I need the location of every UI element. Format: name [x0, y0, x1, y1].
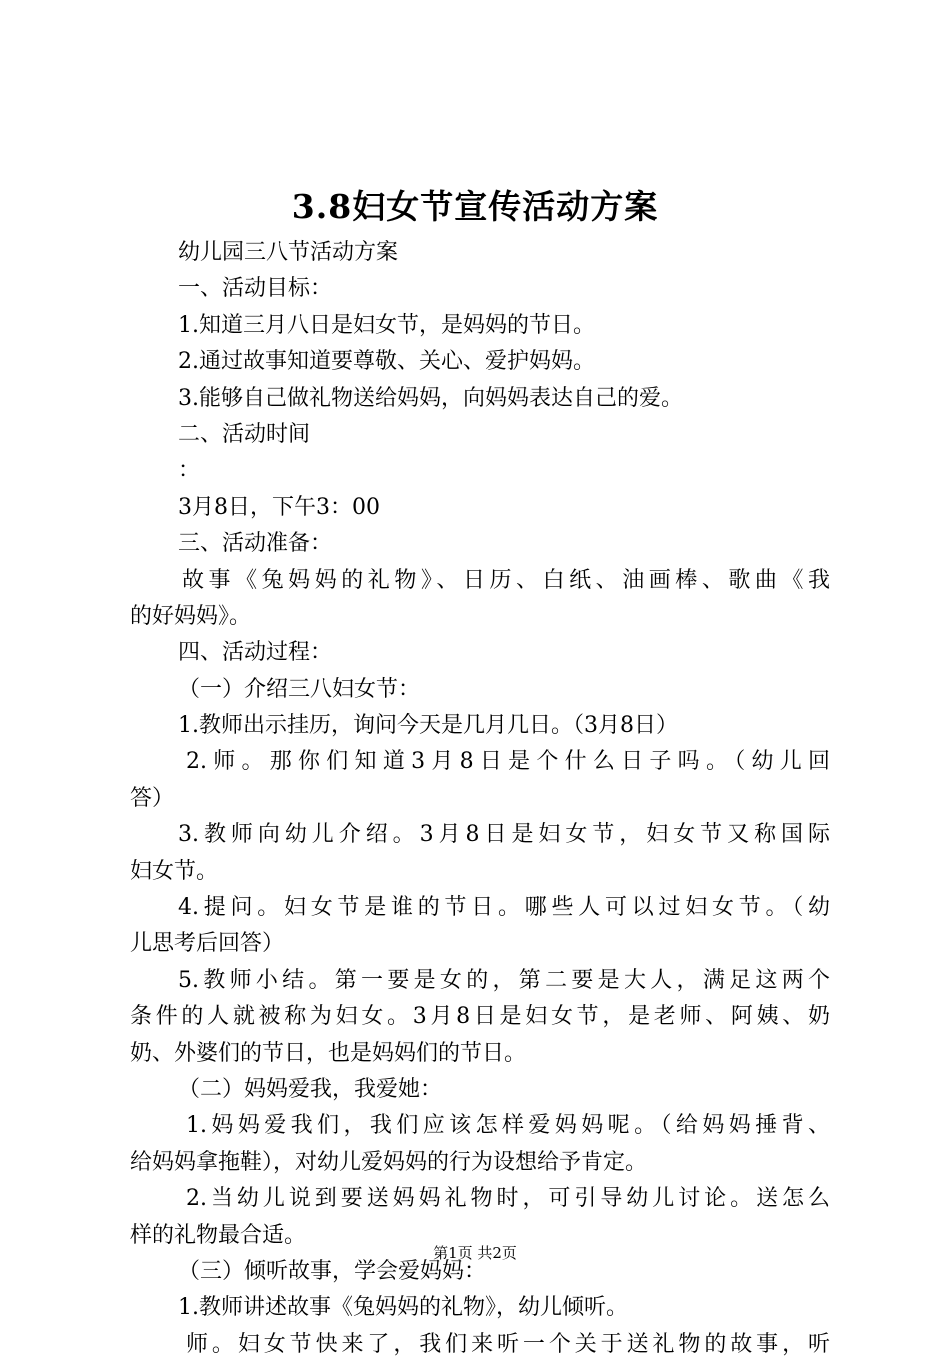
text-line: 5.教师小结。第一要是女的，第二要是大人，满足这两个 [178, 967, 830, 993]
text-line: 1.知道三月八日是妇女节，是妈妈的节日。 [178, 312, 595, 338]
text-line: 2.通过故事知道要尊敬、关心、爱护妈妈。 [178, 349, 595, 375]
text-line: 师。妇女节快来了，我们来听一个关于送礼物的故事，听 [186, 1331, 830, 1357]
subsection-heading: （二）妈妈爱我，我爱她： [178, 1076, 443, 1102]
document-body [130, 235, 830, 1363]
text-line: 2.当幼儿说到要送妈妈礼物时，可引导幼儿讨论。送怎么 [186, 1186, 830, 1212]
text-line: 3月8日，下午3：00 [178, 494, 380, 520]
text-line: 幼儿园三八节活动方案 [178, 240, 399, 265]
text-line: 3.能够自己做礼物送给妈妈，向妈妈表达自己的爱。 [178, 385, 683, 411]
section-heading: 一、活动目标： [178, 276, 333, 302]
section-heading: 二、活动时间 [178, 421, 311, 447]
text-line: 1.教师出示挂历，询问今天是几月几日。（3月8日） [178, 713, 678, 739]
text-line: 给妈妈拿拖鞋），对幼儿爱妈妈的行为设想给予肯定。 [130, 1149, 648, 1175]
text-line: 答） [130, 785, 175, 811]
page-footer: 第1页 共2页 [433, 1244, 517, 1262]
text-line: 儿思考后回答） [130, 931, 285, 957]
text-line: 样的礼物最合适。 [130, 1222, 307, 1248]
subsection-heading: （一）介绍三八妇女节： [178, 676, 421, 702]
text-line: 1.教师讲述故事《兔妈妈的礼物》，幼儿倾听。 [178, 1295, 628, 1321]
document-title: 3.8妇女节宣传活动方案 [291, 187, 659, 226]
section-heading: 四、活动过程： [178, 640, 333, 666]
text-line: 2.师。那你们知道3月8日是个什么日子吗。（幼儿回 [186, 749, 830, 775]
text-line: 1.妈妈爱我们，我们应该怎样爱妈妈呢。（给妈妈捶背、 [186, 1113, 830, 1139]
text-line: 妇女节。 [130, 858, 219, 884]
section-heading: 三、活动准备： [178, 531, 333, 557]
text-line: 4.提问。妇女节是谁的节日。哪些人可以过妇女节。（幼 [178, 895, 830, 921]
text-line: 故事《兔妈妈的礼物》、日历、白纸、油画棒、歌曲《我 [182, 567, 830, 593]
text-line: 的好妈妈》。 [130, 603, 252, 629]
text-line: ： [178, 458, 201, 484]
text-line: 奶、外婆们的节日，也是妈妈们的节日。 [130, 1040, 527, 1066]
text-line: 3.教师向幼儿介绍。3月8日是妇女节，妇女节又称国际 [178, 822, 830, 848]
subsection-heading: （三）倾听故事，学会爱妈妈： [178, 1258, 487, 1284]
text-line: 条件的人就被称为妇女。3月8日是妇女节，是老师、阿姨、奶 [130, 1004, 830, 1030]
